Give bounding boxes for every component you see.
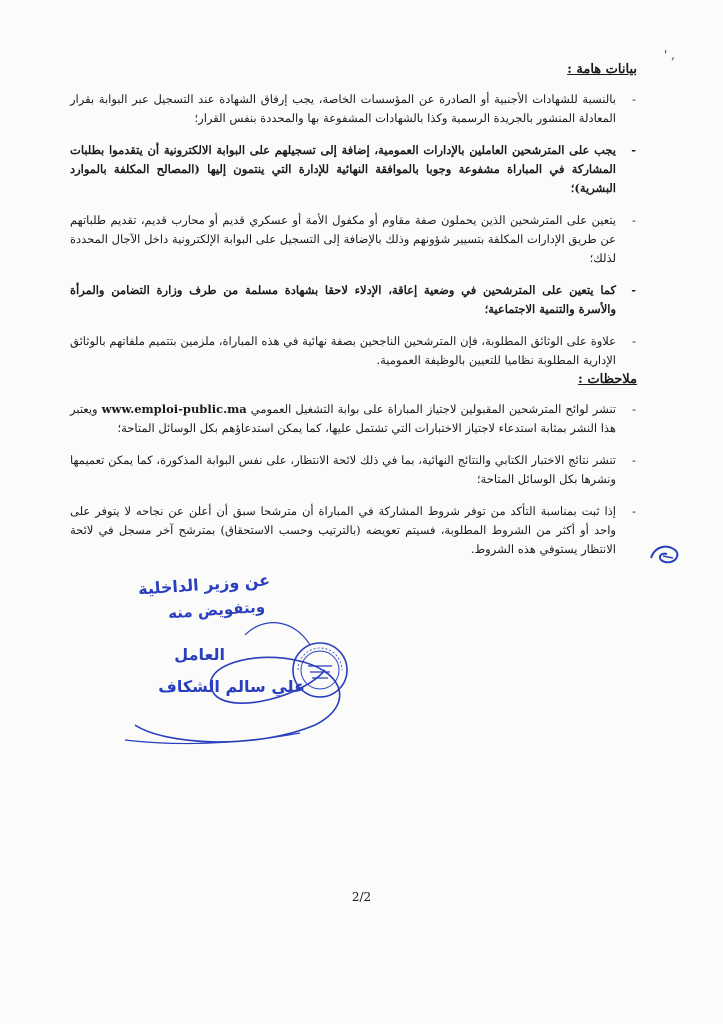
initials-mark	[645, 540, 685, 570]
notes-item1-after: ويعتبر هذا النشر بمثابة استدعاء لاجتياز الاختبارات التي تشتمل عليها، كما يمكن استدعاؤهم بكل الوسائل المتاحة؛	[70, 402, 616, 435]
page-number: 2/2	[351, 890, 372, 904]
portal-url: www.emploi-public.ma	[101, 402, 247, 416]
notes-item1-before: تنشر لوائح المترشحين المقبولين لاجتياز المباراة على بوابة التشغيل العمومي	[250, 402, 617, 416]
signature-line1: عن وزير الداخلية	[137, 570, 271, 599]
notes-heading: ملاحظات :	[578, 372, 637, 387]
corner-mark: ' ,	[664, 48, 675, 62]
official-stamp	[290, 640, 350, 700]
list-item: - يجب على المترشحين العاملين بالإدارات العمومية، إضافة إلى تسجيلهم على البوابة الالكترونية أن يتقدموا بطلبات المشاركة في المباراة مشفوعة وجوبا بالموافقة النهائية للإدارة التي ينتمون إليها (المصالح المكلفة بالموارد البشرية)؛	[70, 141, 630, 198]
list-item: - إذا ثبت بمناسبة التأكد من توفر شروط المشاركة في المباراة أن مترشحا سبق أن أعلن عن نجاحه لا يتوفر على واحد أو أكثر من الشروط المطلوبة، فسيتم تعويضه (بالترتيب وحسب الاستحقاق) بمترشح آخر مسجل في لائحة الانتظار يستوفي هذه الشروط.	[70, 502, 630, 559]
list-item: - بالنسبة للشهادات الأجنبية أو الصادرة عن المؤسسات الخاصة، يجب إرفاق الشهادة عند التسجيل عبر البوابة بقرار المعادلة المنشور بالجريدة الرسمية وكذا بالشهادات المشفوعة بها والمحددة بنفس القرار؛	[70, 90, 630, 128]
signature-title: العامل	[174, 645, 225, 664]
important-data-heading: بيانات هامة :	[567, 62, 637, 77]
list-item: - يتعين على المترشحين الذين يحملون صفة مقاوم أو مكفول الأمة أو عسكري قديم أو محارب قديم، تقديم طلباتهم عن طريق الإدارات المكلفة بتسيير شؤونهم وذلك بالإضافة إلى التسجيل على البوابة الإلكترونية داخل الآجال المحددة لذلك؛	[70, 211, 630, 268]
list-item: - علاوة على الوثائق المطلوبة، فإن المترشحين الناجحين بصفة نهائية في هذه المباراة، ملزمين بتتميم ملفاتهم بالوثائق الإدارية المطلوبة نظاميا للتعيين بالوظيفة العمومية.	[70, 332, 630, 370]
list-item: - كما يتعين على المترشحين في وضعية إعاقة، الإدلاء لاحقا بشهادة مسلمة من طرف وزارة التضامن والمرأة والأسرة والتنمية الاجتماعية؛	[70, 281, 630, 319]
important-data-list	[70, 90, 630, 383]
signature-name: علي سالم الشكاف	[158, 677, 305, 696]
list-item	[70, 400, 630, 438]
notes-list	[70, 400, 630, 572]
signature-line2: وبتفويض منه	[167, 597, 266, 623]
list-item: - تنشر نتائج الاختبار الكتابي والنتائج النهائية، بما في ذلك لائحة الانتظار، على نفس البوابة المذكورة، كما يمكن تعميمها ونشرها بكل الوسائل المتاحة؛	[70, 451, 630, 489]
